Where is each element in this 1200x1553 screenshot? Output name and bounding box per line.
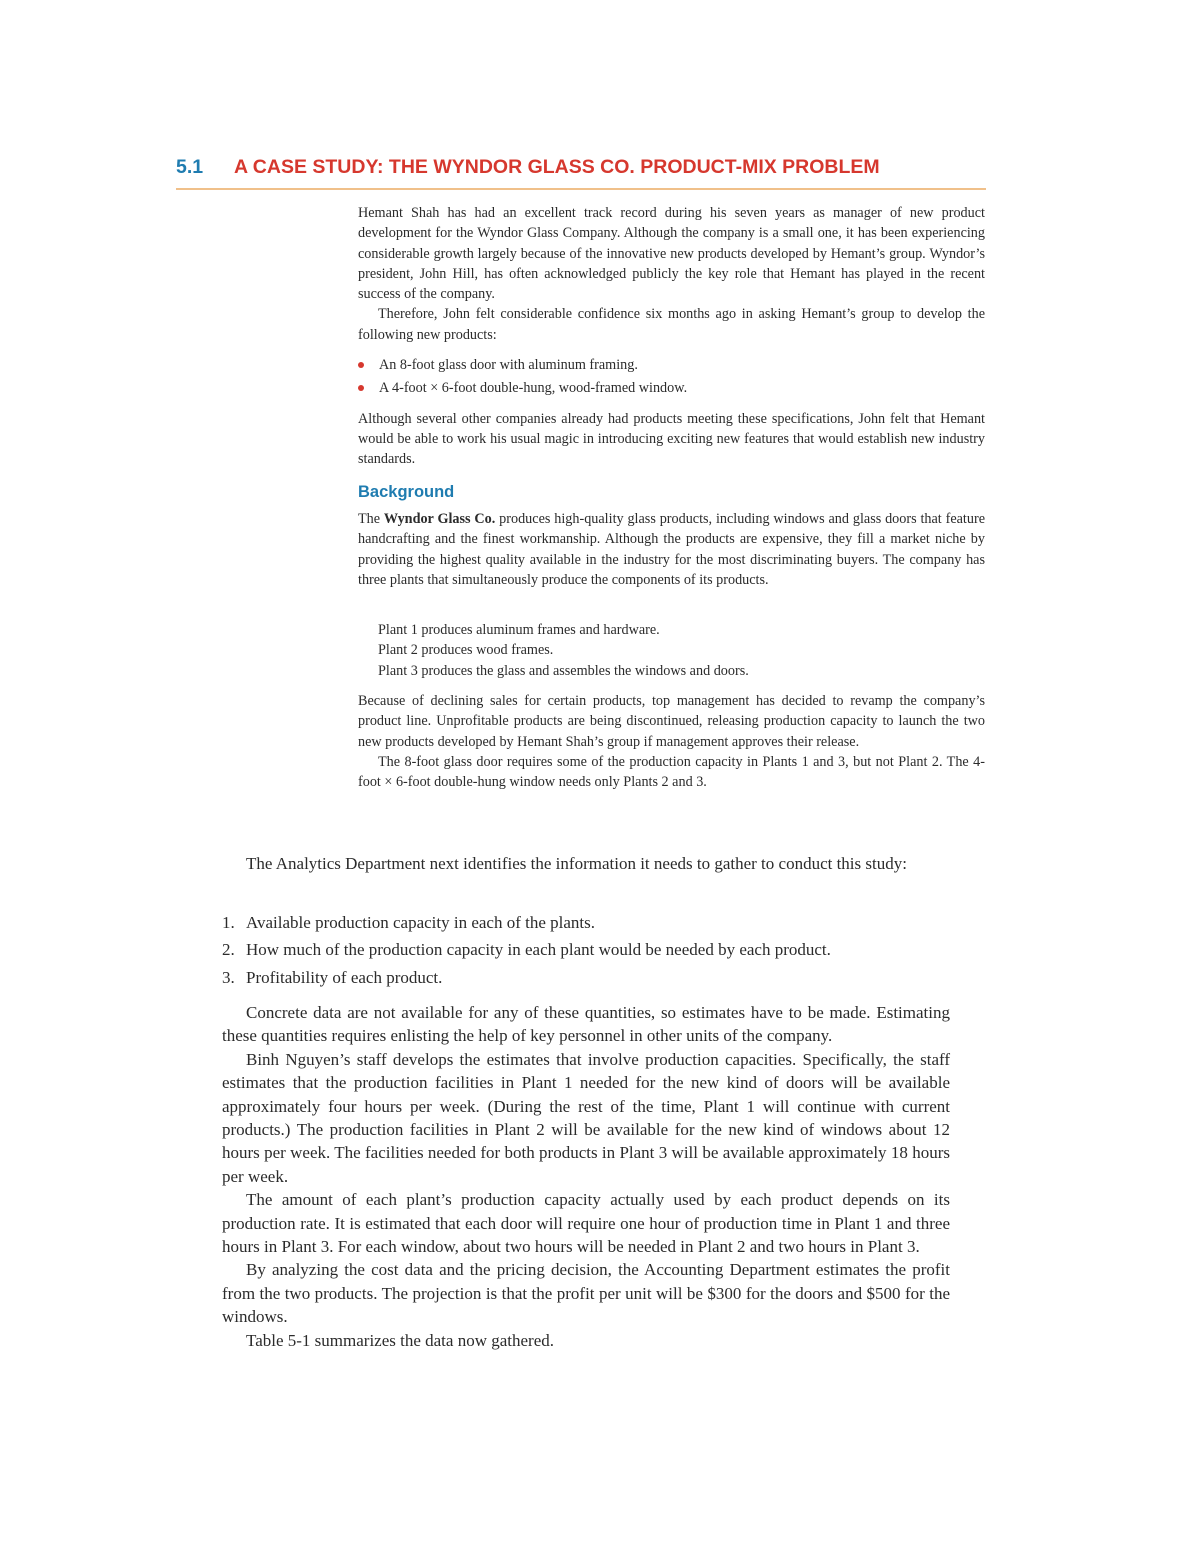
plant-list — [378, 620, 985, 681]
company-name: Wyndor Glass Co. — [383, 511, 496, 527]
main-paragraph-6: Table 5-1 summarizes the data now gathered. — [246, 1330, 555, 1350]
info-numbered-list — [222, 909, 950, 991]
main-paragraph-4: The amount of each plant’s production capacity actually used by each product depends on its production rate. It is estimated that each door will require one hour of production time in Plant 1 and three hours in Plant 3. For each window, about two hours will be needed in Plant 2 and two hours in Plant 3. — [222, 1190, 950, 1257]
background-heading: Background — [358, 483, 455, 501]
main-paragraph-2: Concrete data are not available for any of these quantities, so estimates have to be made. Estimating these quantities requires enlisting the help of key personnel in other units of the company. — [222, 1003, 950, 1046]
main-body — [222, 1001, 950, 1352]
section-heading — [176, 156, 986, 190]
bullet-dot-icon — [358, 362, 364, 368]
background-block — [358, 509, 985, 590]
intro-paragraph-1: Hemant Shah has had an excellent track record during his seven years as manager of new product development for the Wyndor Glass Company. Although the company is a small one, it has been experiencing considerable growth largely because of the innovative new products developed by Hemant’s group. Wyndor’s president, John Hill, has often acknowledged publicly the key role that Hemant has played in the recent success of the company. — [358, 205, 985, 303]
main-paragraph-1: The Analytics Department next identifies the information it needs to gather to conduct this study: — [246, 854, 907, 873]
section-number: 5.1 — [176, 156, 204, 178]
background-paragraph-3: The 8-foot glass door requires some of the production capacity in Plants 1 and 3, but not Plant 2. The 4-foot × 6-foot double-hung window needs only Plants 2 and 3. — [358, 753, 985, 791]
main-paragraph-3: Binh Nguyen’s staff develops the estimates that involve production capacities. Specifically, the staff estimates that the production facilities in Plant 1 needed for the new kind of doors will be available approximately four hours per week. (During the rest of the time, Plant 1 will continue with current products.) The production facilities in Plant 2 will be available for the new kind of windows about 12 hours per week. The facilities needed for both products in Plant 3 will be available approximately 18 hours per week. — [222, 1049, 950, 1186]
list-item: 1. Available production capacity in each of the plants. — [222, 913, 595, 932]
intro-paragraph-3: Although several other companies already had products meeting these specifications, John felt that Hemant would be able to work his usual magic in introducing exciting new features that would establish new industry standards. — [358, 410, 985, 468]
main-paragraph-1-block — [222, 852, 950, 875]
main-paragraph-5: By analyzing the cost data and the pricing decision, the Accounting Department estimates the profit from the two products. The projection is that the profit per unit will be $300 for the doors and $500 for the windows. — [222, 1260, 950, 1327]
bullet-item: A 4-foot × 6-foot double-hung, wood-framed window. — [358, 378, 985, 398]
list-item: 2. How much of the production capacity in each plant would be needed by each product. — [222, 940, 831, 960]
product-bullet-list — [358, 355, 985, 399]
section-title: A CASE STUDY: THE WYNDOR GLASS CO. PRODUCT-MIX PROBLEM — [234, 156, 880, 178]
background-block-2 — [358, 691, 985, 792]
bullet-item: An 8-foot glass door with aluminum framing. — [358, 355, 985, 375]
background-paragraph-2: Because of declining sales for certain products, top management has decided to revamp the company’s product line. Unprofitable products are being discontinued, releasing production capacity to launch the two new products developed by Hemant Shah’s group if management approves their release. — [358, 693, 985, 750]
intro-block — [358, 203, 985, 470]
intro-paragraph-2: Therefore, John felt considerable confidence six months ago in asking Hemant’s group to develop the following new products: — [358, 306, 985, 343]
bullet-dot-icon — [358, 385, 364, 391]
background-paragraph-1: The Wyndor Glass Co. produces high-quality glass products, including windows and glass doors that feature handcrafting and the finest workmanship. Although the products are expensive, they fill a market niche by providing the highest quality available in the industry for the most discriminating buyers. The company has three plants that simultaneously produce the components of its products. — [358, 511, 985, 588]
plant-item: Plant 3 produces the glass and assembles the windows and doors. — [378, 662, 749, 679]
list-item: 3. Profitability of each product. — [222, 967, 443, 987]
plant-item: Plant 1 produces aluminum frames and hardware. — [378, 622, 660, 638]
plant-item: Plant 2 produces wood frames. — [378, 642, 554, 659]
